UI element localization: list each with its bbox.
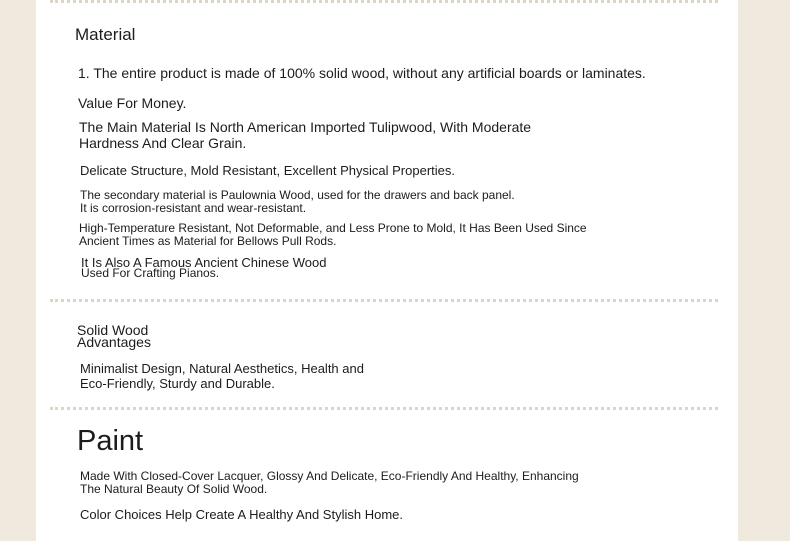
paint-line-1b: The Natural Beauty Of Solid Wood. <box>80 482 268 496</box>
material-line-6b: Ancient Times as Material for Bellows Pull Rods. <box>79 234 337 248</box>
material-line-7b: Used For Crafting Pianos. <box>81 266 220 280</box>
advantages-line-1b: Eco-Friendly, Sturdy and Durable. <box>80 376 275 391</box>
material-line-5a: The secondary material is Paulownia Wood, used for the drawers and back panel. <box>80 188 515 202</box>
material-line-3b: Hardness And Clear Grain. <box>79 135 247 151</box>
material-line-5b: It is corrosion-resistant and wear-resistant. <box>80 201 307 215</box>
advantages-heading-a: Solid Wood <box>77 322 149 338</box>
content-card <box>36 0 738 541</box>
dotted-divider-top <box>50 0 718 3</box>
paint-heading: Paint <box>77 425 144 457</box>
material-line-4: Delicate Structure, Mold Resistant, Excellent Physical Properties. <box>80 163 455 178</box>
paint-line-2: Color Choices Help Create A Healthy And Stylish Home. <box>80 507 403 522</box>
material-line-1: 1. The entire product is made of 100% solid wood, without any artificial boards or laminates. <box>78 65 646 81</box>
material-line-7a: It Is Also A Famous Ancient Chinese Wood <box>81 255 327 270</box>
material-heading: Material <box>75 25 136 44</box>
material-line-2: Value For Money. <box>78 95 187 111</box>
material-line-3a: The Main Material Is North American Imported Tulipwood, With Moderate <box>79 119 532 135</box>
advantages-line-1a: Minimalist Design, Natural Aesthetics, Health and <box>80 361 364 376</box>
material-line-6a: High-Temperature Resistant, Not Deformable, and Less Prone to Mold, It Has Been Used Since <box>79 221 587 235</box>
paint-line-1a: Made With Closed-Cover Lacquer, Glossy And Delicate, Eco-Friendly And Healthy, Enhancing <box>80 469 579 483</box>
dotted-divider-2 <box>50 407 718 410</box>
dotted-divider-1 <box>50 299 718 302</box>
advantages-heading-b: Advantages <box>77 334 151 350</box>
